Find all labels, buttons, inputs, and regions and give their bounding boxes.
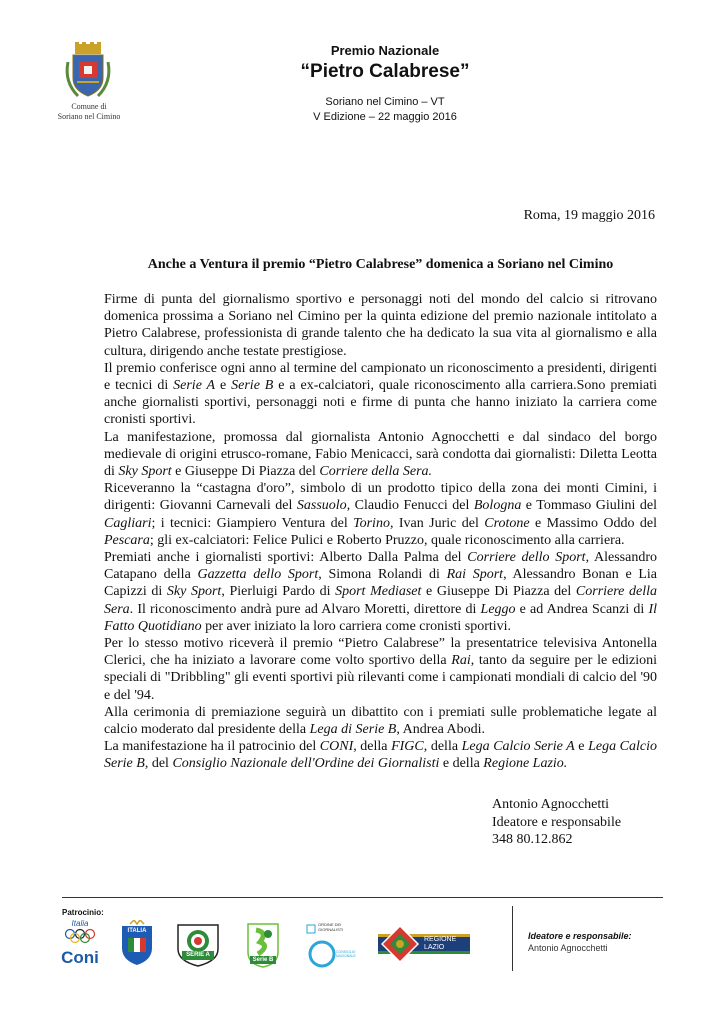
body-paragraph bbox=[104, 549, 657, 635]
comune-crest bbox=[62, 40, 114, 102]
odg-logo bbox=[304, 922, 366, 968]
signature-role: Ideatore e responsabile bbox=[492, 814, 622, 830]
italic-run: Lega Calcio Serie A bbox=[461, 739, 575, 755]
body-paragraph bbox=[104, 480, 657, 549]
italic-run: Sky Sport bbox=[166, 584, 222, 600]
italic-run: Lega Calcio Serie B bbox=[104, 739, 657, 772]
coni-logo-text: Coni bbox=[61, 948, 99, 967]
text-run: e a ex-calciatori, quale riconoscimento alla carriera.Sono premiati anche giornalisti sportivi, personaggi noti e firme di punta che hanno iniziato la carriera come cronisti sportivi. bbox=[104, 378, 657, 428]
footer-divider bbox=[62, 897, 663, 898]
italic-run: Corriere della Sera bbox=[104, 584, 658, 617]
body-paragraph bbox=[104, 360, 657, 429]
text-run: , Pierluigi Pardo di bbox=[221, 584, 336, 600]
serie-b-logo-text: Serie B bbox=[252, 957, 274, 963]
footer-vertical-divider bbox=[512, 906, 513, 971]
italic-run: Torino bbox=[353, 515, 390, 531]
italic-run: FIGC bbox=[391, 739, 424, 755]
text-run: , Ivan Juric del bbox=[389, 515, 485, 531]
award-header bbox=[255, 42, 515, 125]
italic-run: Serie A bbox=[173, 378, 216, 394]
figc-logo bbox=[120, 920, 154, 966]
italic-run: Pescara bbox=[104, 532, 150, 548]
text-run: , del bbox=[144, 756, 173, 772]
award-place: Soriano nel Cimino – VT bbox=[325, 96, 445, 108]
text-run: ; i tecnici: Giampiero Ventura del bbox=[151, 515, 354, 531]
text-run: La manifestazione, promossa dal giornalista Antonio Agnocchetti e dal sindaco del borgo medievale di origini etrusco-romane, Fabio Menicacci, sarà condotta dai giornalisti: Diletta Leotta di bbox=[104, 429, 657, 480]
text-run: , Simona Rolandi di bbox=[318, 567, 447, 583]
text-run: e Giuseppe Di Piazza del bbox=[421, 584, 576, 600]
italic-run: Sassuolo bbox=[296, 498, 347, 514]
italic-run: Sport Mediaset bbox=[335, 584, 422, 600]
italic-run: Leggo bbox=[480, 601, 516, 617]
body-paragraph bbox=[104, 291, 657, 360]
press-headline: Anche a Ventura il premio “Pietro Calabrese” domenica a Soriano nel Cimino bbox=[147, 257, 614, 272]
award-title: “Pietro Calabrese” bbox=[300, 61, 470, 82]
coni-logo-italia: Italia bbox=[71, 919, 89, 928]
italic-run: Sky Sport bbox=[118, 464, 172, 480]
regione-lazio-line2: LAZIO bbox=[424, 944, 445, 951]
text-run: , Andrea Abodi. bbox=[396, 722, 486, 738]
serie-a-logo-text: SERIE A bbox=[186, 952, 210, 958]
italic-run: Lega di Serie B bbox=[309, 722, 397, 738]
italic-run: Gazzetta dello Sport bbox=[197, 567, 319, 583]
text-run: , della bbox=[353, 739, 392, 755]
text-run: , Claudio Fenucci del bbox=[346, 498, 474, 514]
italic-run: Rai bbox=[451, 653, 471, 669]
comune-caption-line2: Soriano nel Cimino bbox=[57, 112, 121, 121]
italic-run: Cagliari bbox=[104, 515, 152, 531]
text-run: , tanto da seguire per le edizioni speciali di "Dribbling" gli eventi sportivi più rilevanti come i campionati mondiali di calcio del '90 e del '94. bbox=[104, 653, 657, 703]
italic-run: Corriere della Sera. bbox=[319, 464, 433, 480]
text-run: ; gli ex-calciatori: Felice Pulici e Roberto Pruzzo, quale riconoscimento alla carriera. bbox=[149, 532, 625, 548]
italic-run: Corriere dello Sport bbox=[467, 550, 586, 566]
coni-logo bbox=[56, 919, 104, 971]
text-run: e bbox=[215, 378, 232, 394]
text-run: , Alessandro Catapano della bbox=[104, 550, 657, 583]
comune-caption-line1: Comune di bbox=[71, 102, 107, 111]
text-run: , Alessandro Bonan e Lia Capizzi di bbox=[104, 567, 658, 600]
body-paragraph bbox=[104, 738, 657, 772]
text-run: Alla cerimonia di premiazione seguirà un dibattito con i premiati sulle problematiche legate al calcio moderato dal presidente della bbox=[104, 704, 657, 738]
signature-phone: 348 80.12.862 bbox=[492, 832, 573, 847]
italic-run: Rai Sport bbox=[446, 567, 504, 583]
text-run: e Massimo Oddo del bbox=[529, 515, 657, 531]
text-run: Firme di punta del giornalismo sportivo e personaggi noti del mondo del calcio si ritrovano domenica prossima a Soriano nel Cimino per la quinta edizione del premio nazionale intitolato a Pietro Calabrese, professionista di grande talento che ha dedicato la sua vita al giornalismo e alla cultura, dirigendo anche testate prestigiose. bbox=[104, 292, 657, 359]
italic-run: Il Fatto Quotidiano bbox=[104, 601, 657, 634]
text-run: per aver iniziato la loro carriera come cronisti sportivi. bbox=[201, 618, 512, 634]
odg-logo-text: ORDINE DEI GIORNALISTI bbox=[318, 922, 344, 932]
text-run: , della bbox=[423, 739, 462, 755]
signature-name: Antonio Agnocchetti bbox=[492, 797, 610, 812]
body-paragraph bbox=[104, 635, 657, 704]
body-paragraph bbox=[104, 704, 657, 738]
text-run: Riceveranno la “castagna d'oro”, simbolo di un prodotto tipico della zona dei monti Cimini, i dirigenti: Giovanni Carnevali del bbox=[104, 481, 657, 514]
award-kicker: Premio Nazionale bbox=[330, 43, 440, 58]
text-run: Per lo stesso motivo riceverà il premio “Pietro Calabrese” la presentatrice televisiva Antonella Clerici, che ha iniziato a lavorare come volto sportivo della bbox=[104, 636, 657, 669]
award-edition: V Edizione – 22 maggio 2016 bbox=[313, 111, 457, 123]
text-run: Il premio conferisce ogni anno al termine del campionato un riconoscimento a presidenti, dirigenti e tecnici di bbox=[104, 360, 657, 394]
italic-run: Serie B bbox=[231, 378, 274, 394]
patrocinio-label: Patrocinio: bbox=[62, 908, 104, 917]
text-run: e della bbox=[439, 756, 484, 772]
regione-lazio-logo bbox=[378, 926, 470, 962]
text-run: Premiati anche i giornalisti sportivi: Alberto Dalla Palma del bbox=[104, 550, 468, 566]
odg-emblem-icon bbox=[304, 922, 366, 968]
italic-run: Crotone bbox=[484, 515, 530, 531]
italic-run: Consiglio Nazionale dell'Ordine dei Giornalisti bbox=[172, 756, 440, 772]
serie-b-logo bbox=[246, 922, 280, 968]
regione-lazio-line1: REGIONE bbox=[424, 936, 457, 943]
body-paragraph bbox=[104, 429, 657, 481]
serie-a-logo bbox=[176, 921, 220, 967]
italic-run: Regione Lazio. bbox=[483, 756, 568, 772]
text-run: La manifestazione ha il patrocinio del bbox=[104, 739, 320, 755]
ideatore-name: Antonio Agnocchetti bbox=[528, 943, 608, 953]
text-run: . Il riconoscimento andrà pure ad Alvaro Moretti, direttore di bbox=[129, 601, 481, 617]
press-body bbox=[104, 291, 657, 773]
ideatore-label: Ideatore e responsabile: bbox=[528, 931, 632, 941]
odg-logo-subtext: CONSIGLIO NAZIONALE bbox=[336, 950, 356, 958]
signature-block bbox=[492, 796, 621, 849]
text-run: e ad Andrea Scanzi di bbox=[515, 601, 649, 617]
text-run: e Giuseppe Di Piazza del bbox=[171, 464, 320, 480]
olympic-rings-icon bbox=[56, 928, 104, 944]
italic-run: Bologna bbox=[473, 498, 522, 514]
comune-caption bbox=[50, 102, 128, 122]
text-run: e Tommaso Giulini del bbox=[521, 498, 658, 514]
figc-logo-text: ITALIA bbox=[127, 928, 147, 934]
letter-date: Roma, 19 maggio 2016 bbox=[523, 208, 655, 223]
italic-run: CONI bbox=[319, 739, 354, 755]
text-run: e bbox=[574, 739, 589, 755]
